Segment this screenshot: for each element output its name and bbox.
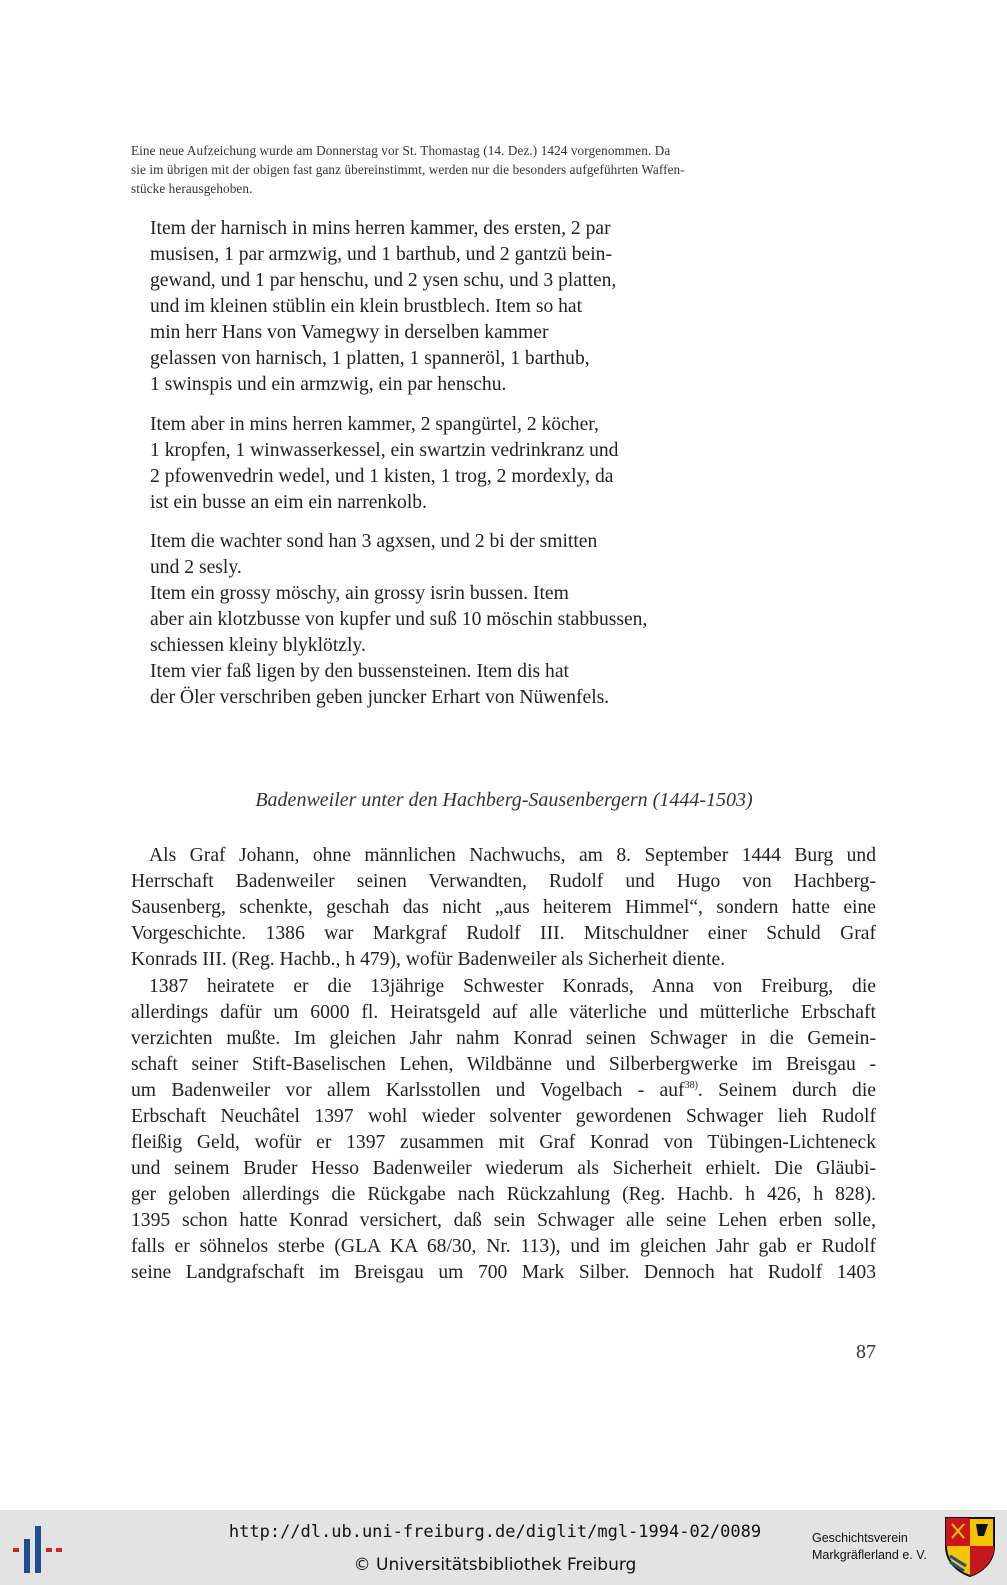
inventory-line: ist ein busse an eim ein narrenkolb. [150,492,427,513]
paragraph-line: allerdings dafür um 6000 fl. Heiratsgeld auf alle väterliche und mütterliche Erbschaft [131,1002,876,1023]
paragraph-line: Vorgeschichte. 1386 war Markgraf Rudolf III. Mitschuldner einer Schuld Graf [131,923,876,944]
inventory-line: Item aber in mins herren kammer, 2 spangürtel, 2 köcher, [150,414,599,435]
paragraph-line: ger geloben allerdings die Rückgabe nach Rückzahlung (Reg. Hachb. h 426, h 828). [131,1184,876,1205]
paragraph-line: seine Landgrafschaft im Breisgau um 700 Mark Silber. Dennoch hat Rudolf 1403 [131,1262,876,1283]
inventory-block-3 [150,529,770,711]
university-library-logo-icon [13,1524,63,1574]
inventory-line: Item ein grossy möschy, ain grossy isrin bussen. Item [150,583,569,604]
inventory-line: aber ain klotzbusse von kupfer und suß 10 möschin stabbussen, [150,609,648,630]
inventory-line: 2 pfowenvedrin wedel, und 1 kisten, 1 trog, 2 mordexly, da [150,466,614,487]
viewer-footer [0,1510,1007,1585]
intro-line: Eine neue Aufzeichung wurde am Donnerstag vor St. Thomastag (14. Dez.) 1424 vorgenommen. Da [131,143,671,158]
society-name [812,1530,942,1564]
paragraph-line-with-footnote [131,1078,876,1104]
inventory-block-1 [150,216,770,398]
inventory-line: und im kleinen stüblin ein klein brustblech. Item so hat [150,296,583,317]
footnote-reference[interactable]: 38) [684,1080,698,1091]
inventory-line: Item die wachter sond han 3 agxsen, und 2 bi der smitten [150,531,598,552]
paragraph-line: Konrads III. (Reg. Hachb., h 479), wofür Badenweiler als Sicherheit diente. [131,949,726,970]
intro-line: stücke herausgehoben. [131,181,253,196]
paragraph-line: falls er söhnelos sterbe (GLA KA 68/30, Nr. 113), und im gleichen Jahr gab er Rudolf [131,1236,876,1257]
paragraph-line: schaft seiner Stift-Baselischen Lehen, Wildbänne und Silberbergwerke im Breisgau - [131,1054,876,1075]
inventory-line: Item vier faß ligen by den bussensteinen. Item dis hat [150,661,569,682]
inventory-line: und 2 sesly. [150,557,242,578]
paragraph-line: Als Graf Johann, ohne männlichen Nachwuchs, am 8. September 1444 Burg und [149,845,876,866]
paragraph-text: . Seinem durch die [697,1080,876,1101]
body-paragraph-1 [131,843,876,973]
paragraph-text: um Badenweiler vor allem Karlsstollen und Vogelbach - auf [131,1080,685,1101]
inventory-line: der Öler verschriben geben juncker Erhart von Nüwenfels. [150,687,610,708]
copyright-notice: © Universitätsbibliothek Freiburg [353,1555,637,1575]
inventory-line: 1 swinspis und ein armzwig, ein par henschu. [150,374,507,395]
permalink-url[interactable]: http://dl.ub.uni-freiburg.de/diglit/mgl-1994-02/0089 [228,1522,762,1542]
paragraph-line: fleißig Geld, wofür er 1397 zusammen mit Graf Konrad von Tübingen-Lichteneck [131,1132,876,1153]
society-name-line: Geschichtsverein [812,1531,908,1545]
coat-of-arms-icon [944,1516,996,1578]
intro-note [131,141,877,198]
inventory-line: gelassen von harnisch, 1 platten, 1 spanneröl, 1 barthub, [150,348,590,369]
inventory-line: musisen, 1 par armzwig, und 1 barthub, und 2 gantzü bein- [150,244,612,265]
paragraph-line: Erbschaft Neuchâtel 1397 wohl wieder solventer gewordenen Schwager lieh Rudolf [131,1106,876,1127]
inventory-line: schiessen kleiny blyklötzly. [150,635,366,656]
paragraph-line: 1395 schon hatte Konrad versichert, daß sein Schwager alle seine Lehen erben solle, [131,1210,876,1231]
society-name-line: Markgräflerland e. V. [812,1548,927,1562]
page-number: 87 [856,1341,876,1363]
inventory-line: 1 kropfen, 1 winwasserkessel, ein swartzin vedrinkranz und [150,440,619,461]
intro-line: sie im übrigen mit der obigen fast ganz übereinstimmt, werden nur die besonders aufgeführten Waffen- [131,162,685,177]
paragraph-line: Herrschaft Badenweiler seinen Verwandten, Rudolf und Hugo von Hachberg- [131,871,876,892]
paragraph-line: Sausenberg, schenkte, geschah das nicht „aus heiterem Himmel“, sondern hatte eine [131,897,876,918]
inventory-line: Item der harnisch in mins herren kammer, des ersten, 2 par [150,218,611,239]
inventory-line: gewand, und 1 par henschu, und 2 ysen schu, und 3 platten, [150,270,617,291]
section-heading: Badenweiler unter den Hachberg-Sausenbergern (1444-1503) [255,789,753,811]
body-paragraph-2 [131,974,876,1286]
inventory-line: min herr Hans von Vamegwy in derselben kammer [150,322,549,343]
paragraph-line: verzichten mußte. Im gleichen Jahr nahm Konrad seinen Schwager in die Gemein- [131,1028,876,1049]
paragraph-line: und seinem Bruder Hesso Badenweiler wiederum als Sicherheit erhielt. Die Gläubi- [131,1158,876,1179]
inventory-block-2 [150,412,770,516]
paragraph-line: 1387 heiratete er die 13jährige Schwester Konrads, Anna von Freiburg, die [149,976,876,997]
